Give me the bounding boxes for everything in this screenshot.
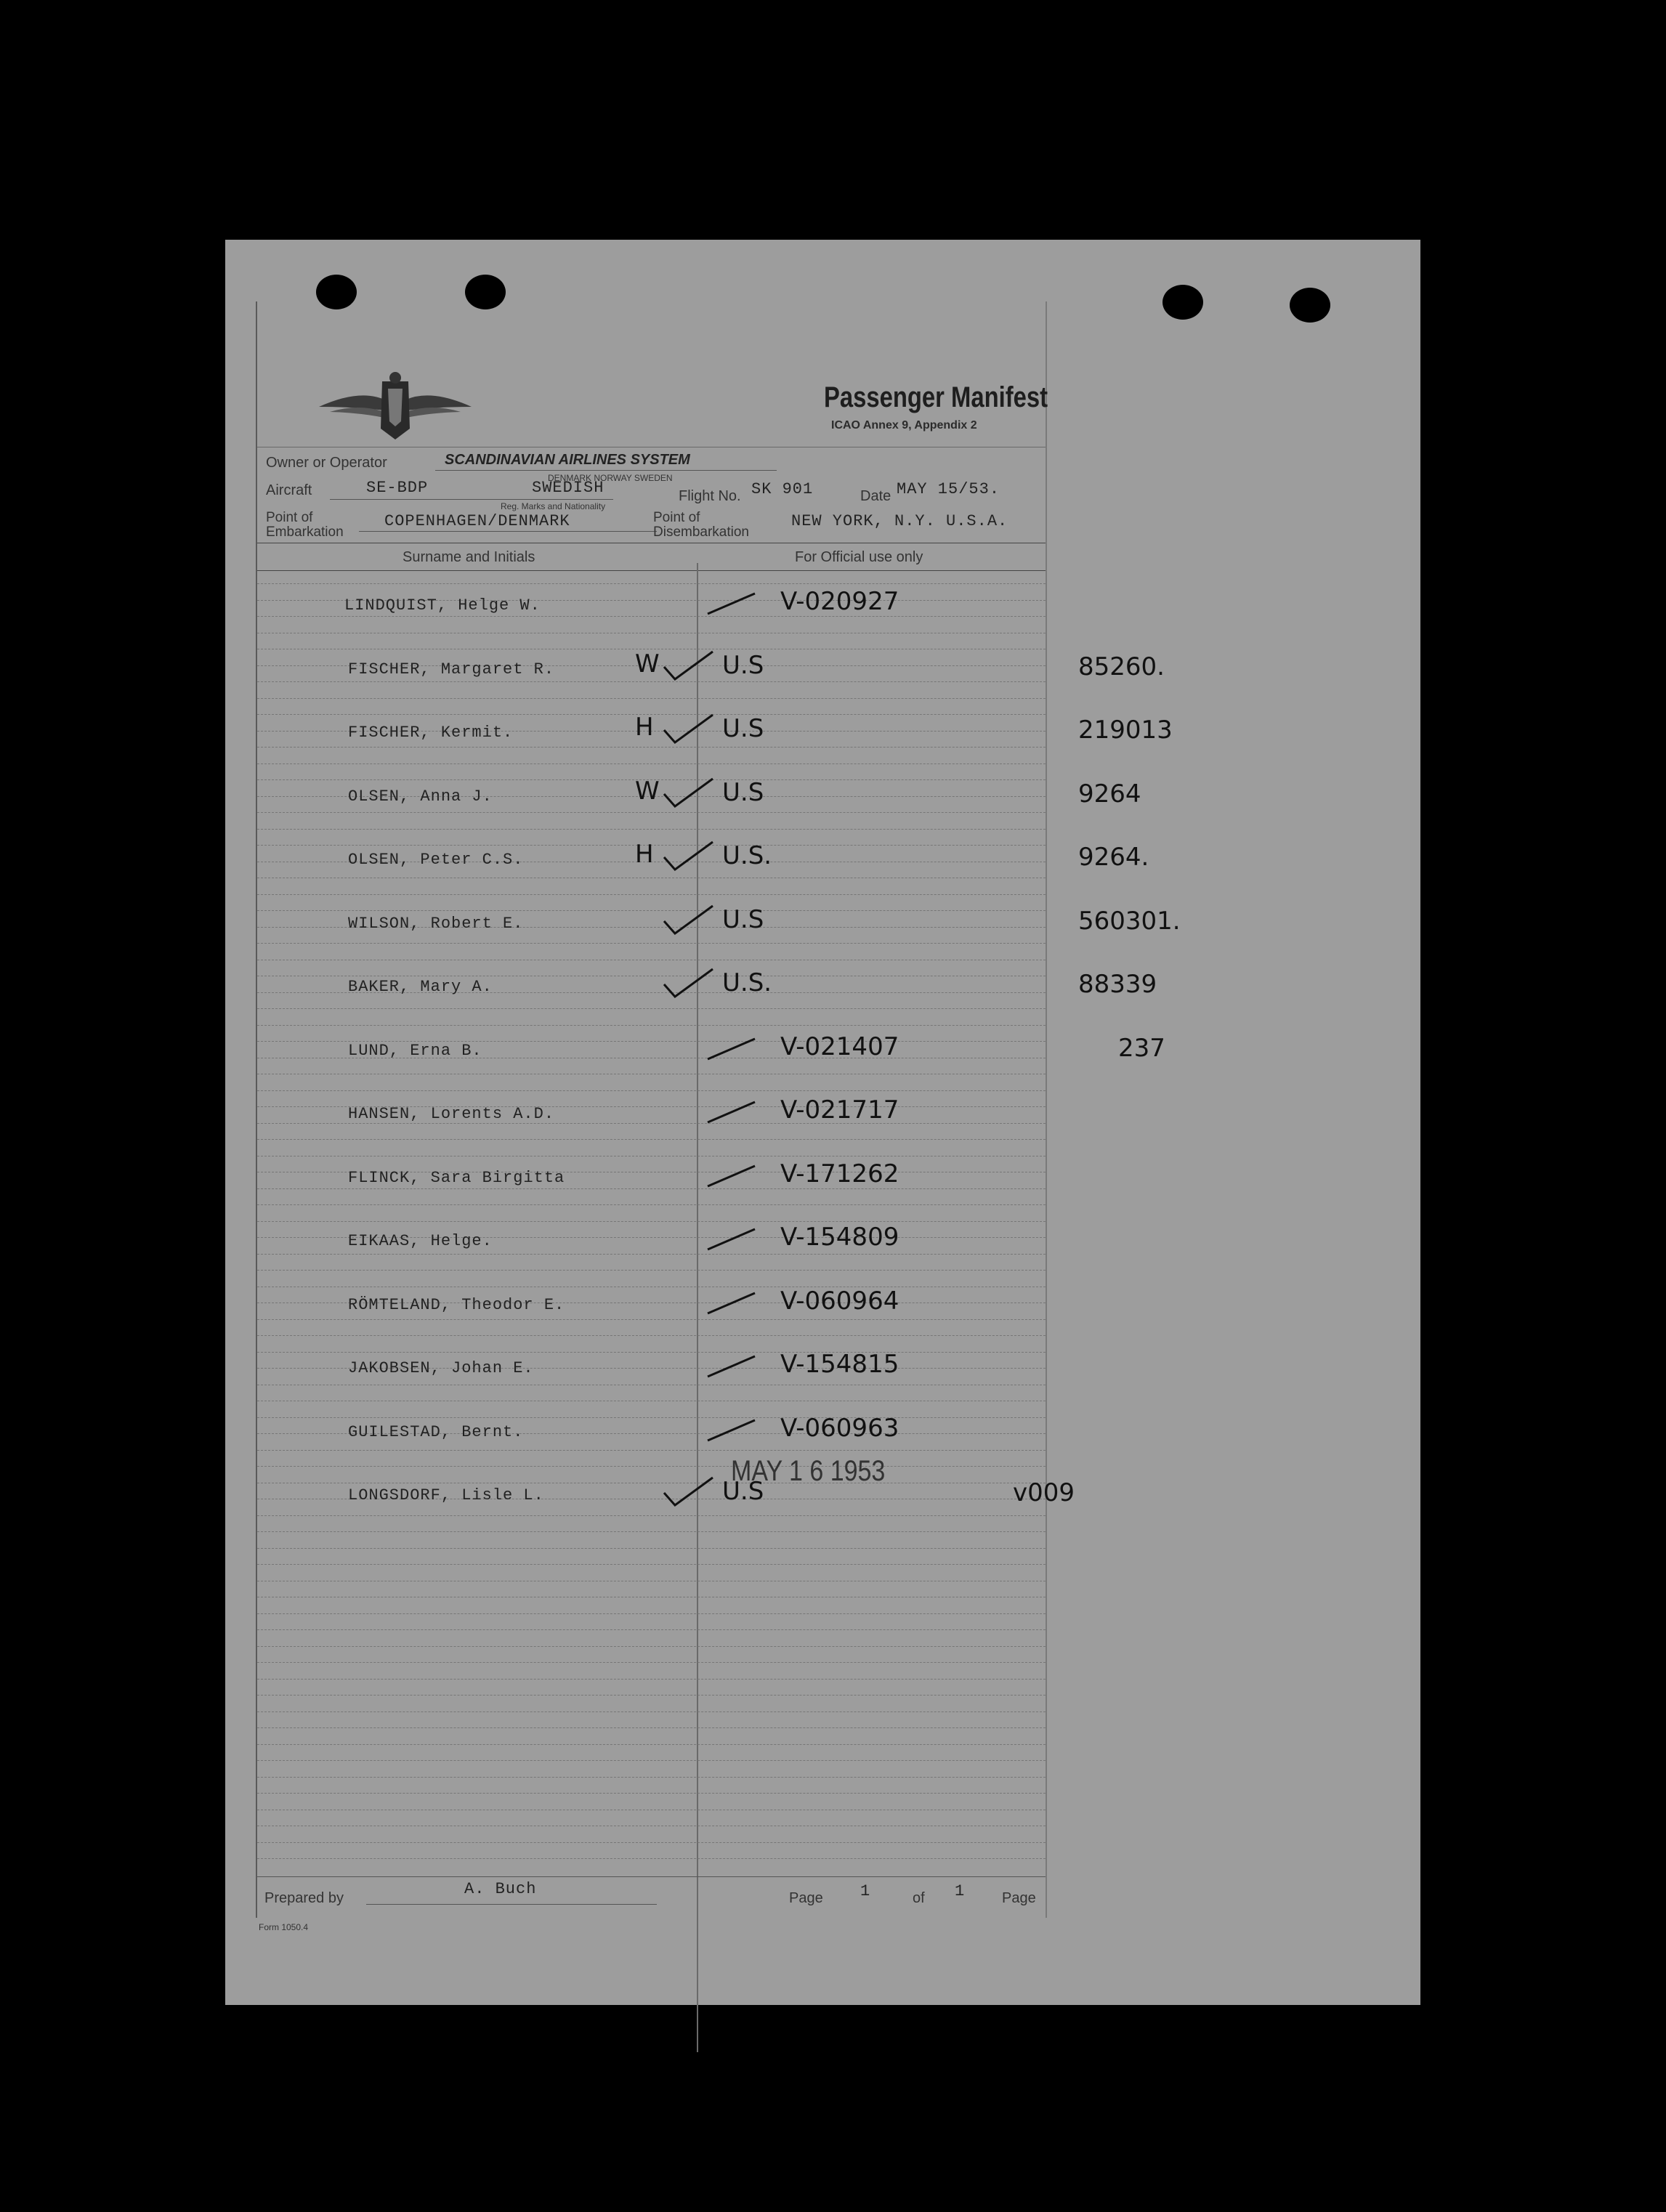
ruled-line (257, 1515, 1046, 1516)
ruled-line (257, 1254, 1046, 1255)
passenger-name: GUILESTAD, Bernt. (348, 1422, 524, 1441)
owner-value: SCANDINAVIAN AIRLINES SYSTEM (445, 452, 690, 468)
ruled-line (257, 1139, 1046, 1140)
col-header-name: Surname and Initials (403, 549, 535, 565)
check-mark-icon (704, 1093, 762, 1130)
passenger-name: FLINCK, Sara Birgitta (348, 1168, 565, 1187)
date-received-stamp: MAY 1 6 1953 (731, 1455, 886, 1487)
of-label: of (913, 1890, 925, 1906)
ruled-line (257, 812, 1046, 813)
embark-underline (359, 531, 657, 532)
official-use-entry: V-171262 (780, 1159, 899, 1188)
passenger-name: HANSEN, Lorents A.D. (348, 1105, 555, 1123)
check-mark-icon (660, 712, 719, 748)
prepared-by-value: A. Buch (464, 1880, 537, 1898)
passenger-name: EIKAAS, Helge. (348, 1232, 493, 1250)
margin-note: v009 (1013, 1478, 1075, 1507)
disembark-label-2: Disembarkation (653, 524, 749, 540)
punch-hole (1162, 285, 1203, 320)
ruled-line (257, 1008, 1046, 1009)
ruled-line (257, 747, 1046, 748)
embark-value: COPENHAGEN/DENMARK (384, 512, 570, 530)
prepared-by-label: Prepared by (264, 1890, 344, 1906)
column-header-rule (257, 570, 1046, 571)
ruled-line (257, 894, 1046, 895)
page-number: 1 (860, 1882, 871, 1900)
official-use-entry: V-154815 (780, 1350, 899, 1379)
ruled-line (257, 1188, 1046, 1189)
ruled-line (257, 616, 1046, 617)
flight-label: Flight No. (679, 488, 741, 504)
ruled-line (257, 1352, 1046, 1353)
check-mark-icon (660, 776, 719, 812)
punch-hole (1290, 288, 1330, 323)
check-mark-icon (704, 1220, 762, 1257)
margin-note: 219013 (1078, 716, 1173, 745)
ruled-line (257, 1319, 1046, 1320)
check-mark-icon (704, 1030, 762, 1066)
ruled-line (257, 1531, 1046, 1532)
aircraft-value: SE-BDP (366, 479, 429, 497)
passenger-name: WILSON, Robert E. (348, 914, 524, 933)
margin-note: 560301. (1078, 906, 1181, 936)
ruled-line (257, 1335, 1046, 1336)
ruled-line (257, 1204, 1046, 1205)
passenger-name: LONGSDORF, Lisle L. (348, 1486, 544, 1504)
aircraft-underline (330, 499, 613, 500)
margin-note: 88339 (1078, 970, 1157, 999)
reg-marks-label: Reg. Marks and Nationality (501, 501, 606, 511)
official-use-entry: U.S (722, 777, 764, 807)
page-label-2: Page (1002, 1890, 1036, 1906)
official-use-entry: V-060963 (780, 1413, 899, 1443)
ruled-line (257, 1646, 1046, 1647)
handwritten-relation-mark: W (635, 776, 660, 806)
form-subtitle: ICAO Annex 9, Appendix 2 (831, 419, 977, 432)
check-mark-icon (704, 1348, 762, 1384)
check-mark-icon (660, 1475, 719, 1511)
manifest-form (256, 301, 1181, 1932)
page-label: Page (789, 1890, 823, 1906)
disembark-label-1: Point of (653, 510, 700, 525)
embark-label-1: Point of (266, 510, 313, 525)
ruled-line (257, 829, 1046, 830)
ruled-line (257, 763, 1046, 764)
ruled-line (257, 1417, 1046, 1418)
ruled-line (257, 1695, 1046, 1696)
disembark-value: NEW YORK, N.Y. U.S.A. (791, 512, 1008, 530)
ruled-line (257, 1466, 1046, 1467)
official-use-entry: U.S (722, 714, 764, 743)
ruled-line (257, 1858, 1046, 1859)
ruled-line (257, 1221, 1046, 1222)
ruled-line (257, 1842, 1046, 1843)
owner-label: Owner or Operator (266, 455, 387, 471)
official-use-entry: U.S (722, 1477, 764, 1506)
ruled-line (257, 1270, 1046, 1271)
footer-rule (257, 1876, 1046, 1877)
passenger-name: FISCHER, Margaret R. (348, 660, 555, 678)
check-mark-icon (660, 903, 719, 939)
ruled-line (257, 1662, 1046, 1663)
check-mark-icon (660, 966, 719, 1002)
date-label: Date (860, 488, 891, 504)
ruled-line (257, 1629, 1046, 1630)
date-value: MAY 15/53. (897, 480, 1000, 498)
official-use-entry: U.S (722, 650, 764, 680)
nationality-value: SWEDISH (532, 479, 604, 497)
ruled-line (257, 1613, 1046, 1614)
passenger-name: BAKER, Mary A. (348, 978, 493, 996)
official-use-entry: U.S. (722, 841, 772, 870)
official-use-entry: U.S (722, 904, 764, 934)
margin-note: 237 (1118, 1033, 1165, 1063)
ruled-line (257, 1564, 1046, 1565)
handwritten-relation-mark: H (635, 713, 654, 742)
ruled-line (257, 681, 1046, 682)
ruled-line (257, 1760, 1046, 1761)
handwritten-relation-mark: H (635, 840, 654, 869)
ruled-line (257, 1025, 1046, 1026)
ruled-line (257, 1450, 1046, 1451)
owner-countries: DENMARK NORWAY SWEDEN (548, 473, 673, 483)
margin-note: 9264. (1078, 843, 1149, 872)
passenger-name: OLSEN, Anna J. (348, 787, 493, 806)
official-use-entry: V-021717 (780, 1095, 899, 1125)
check-mark-icon (704, 1157, 762, 1194)
ruled-line (257, 910, 1046, 911)
official-use-entry: V-021407 (780, 1032, 899, 1061)
official-use-entry: V-060964 (780, 1286, 899, 1316)
ruled-line (257, 583, 1046, 584)
owner-underline (435, 470, 777, 471)
passenger-name: LINDQUIST, Helge W. (344, 596, 541, 615)
margin-note: 85260. (1078, 652, 1165, 681)
check-mark-icon (704, 1411, 762, 1448)
official-use-entry: V-020927 (780, 587, 899, 616)
check-mark-icon (660, 839, 719, 875)
handwritten-relation-mark: W (635, 649, 660, 678)
ruled-line (257, 1727, 1046, 1728)
ruled-line (257, 1793, 1046, 1794)
airline-wings-logo-icon (315, 367, 475, 447)
check-mark-icon (704, 1284, 762, 1321)
passenger-name: JAKOBSEN, Johan E. (348, 1359, 534, 1377)
official-use-entry: U.S. (722, 968, 772, 997)
form-number: Form 1050.4 (259, 1922, 309, 1932)
margin-note: 9264 (1078, 779, 1141, 809)
ruled-line (257, 943, 1046, 944)
aircraft-label: Aircraft (266, 482, 312, 498)
official-use-entry: V-154809 (780, 1223, 899, 1252)
check-mark-icon (660, 649, 719, 685)
ruled-line (257, 1711, 1046, 1712)
passenger-name: FISCHER, Kermit. (348, 724, 514, 742)
embark-label-2: Embarkation (266, 524, 344, 540)
ruled-line (257, 1090, 1046, 1091)
page-total: 1 (955, 1882, 966, 1900)
ruled-line (257, 1679, 1046, 1680)
passenger-name: LUND, Erna B. (348, 1041, 482, 1060)
passenger-name: RÖMTELAND, Theodor E. (348, 1295, 565, 1314)
prepared-underline (366, 1904, 657, 1905)
col-header-official: For Official use only (795, 549, 923, 565)
ruled-line (257, 1777, 1046, 1778)
passenger-name: OLSEN, Peter C.S. (348, 851, 524, 869)
form-title: Passenger Manifest (824, 381, 1048, 413)
flight-value: SK 901 (751, 480, 814, 498)
ruled-line (257, 1744, 1046, 1745)
ruled-line (257, 1548, 1046, 1549)
manifest-sheet (225, 240, 1420, 2005)
ruled-line (257, 698, 1046, 699)
check-mark-icon (704, 585, 762, 621)
